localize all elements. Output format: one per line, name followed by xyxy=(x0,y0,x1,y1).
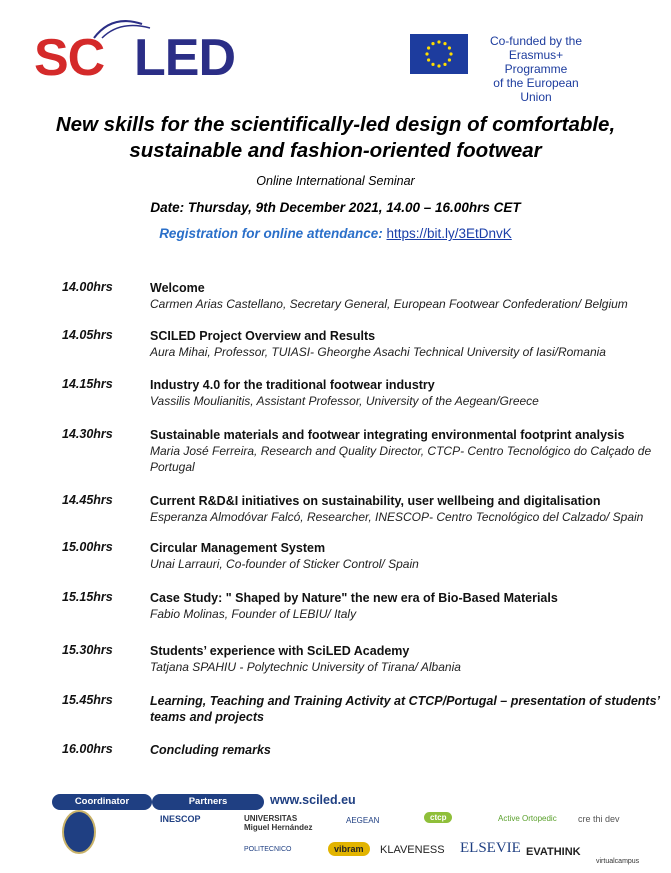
registration-label: Registration for online attendance: xyxy=(159,226,383,241)
partner-logo-aegean: AEGEAN xyxy=(346,816,380,825)
partner-logo-virtualcampus: virtualcampus xyxy=(596,858,640,865)
agenda-title: Industry 4.0 for the traditional footwear industry xyxy=(150,378,435,392)
agenda-title: Case Study: " Shaped by Nature" the new era of Bio-Based Materials xyxy=(150,591,558,605)
coordinator-label: Coordinator xyxy=(52,794,152,810)
agenda-title: Sustainable materials and footwear integrating environmental footprint analysis xyxy=(150,428,625,442)
eu-cofunded-text: Co-funded by the Erasmus+ Programme of the European Union xyxy=(489,34,583,104)
agenda-title: Students’ experience with SciLED Academy xyxy=(150,644,410,658)
partners-footer xyxy=(0,784,671,873)
page-header xyxy=(0,0,671,104)
partner-logo-vibram: vibram xyxy=(328,842,370,856)
partner-logo-inescop: INESCOP xyxy=(160,814,201,824)
partner-logo-evathink: EVATHINK xyxy=(526,846,581,858)
sciled-logo xyxy=(34,18,235,88)
partner-logo-ctcp: ctcp xyxy=(424,812,452,823)
agenda-speaker: Carmen Arias Castellano, Secretary General, European Footwear Confederation/ Belgium xyxy=(150,297,628,311)
agenda-speaker: Aura Mihai, Professor, TUIASI- Gheorghe Asachi Technical University of Iasi/Romania xyxy=(150,345,606,359)
agenda-speaker: Fabio Molinas, Founder of LEBIU/ Italy xyxy=(150,607,357,621)
seminar-title: New skills for the scientifically-led design of comfortable, sustainable and fashion-oriented footwear xyxy=(55,113,616,162)
footer-bar xyxy=(46,794,426,810)
agenda-time: 14.15hrs xyxy=(62,377,113,391)
partner-logo-elsevie: ELSEVIE xyxy=(460,840,521,856)
seminar-date: Date: Thursday, 9th December 2021, 14.00 – 16.00hrs CET xyxy=(150,200,521,215)
agenda-title: Current R&D&I initiatives on sustainability, user wellbeing and digitalisation xyxy=(150,494,601,508)
website-link[interactable]: www.sciled.eu xyxy=(270,793,356,807)
eu-flag-icon xyxy=(410,34,468,74)
seminar-subtitle: Online International Seminar xyxy=(256,174,415,188)
partner-logo-klaveness: KLAVENESS xyxy=(380,844,445,856)
logo-led-text: LED xyxy=(134,29,235,87)
university-seal-icon xyxy=(62,810,96,854)
agenda-speaker: Maria José Ferreira, Research and Quality Director, CTCP- Centro Tecnológico do Calçado de Portugal xyxy=(150,444,652,474)
agenda-title: Concluding remarks xyxy=(150,743,271,757)
registration-link[interactable]: https://bit.ly/3EtDnvK xyxy=(386,226,512,241)
agenda-time: 14.30hrs xyxy=(62,427,113,441)
agenda-title: SCILED Project Overview and Results xyxy=(150,329,376,343)
agenda-time: 14.00hrs xyxy=(62,280,113,294)
agenda-time: 14.05hrs xyxy=(62,328,113,342)
partner-logo-umh: UNIVERSITAS Miguel Hernández xyxy=(244,814,313,832)
partner-logo-cre-thi-dev: cre thi dev xyxy=(578,814,620,824)
eu-cofunded-badge xyxy=(410,34,650,104)
agenda-time: 15.30hrs xyxy=(62,643,113,657)
agenda-title: Learning, Teaching and Training Activity at CTCP/Portugal – presentation of students’ teams and projects xyxy=(150,694,660,724)
agenda-speaker: Unai Larrauri, Co-founder of Sticker Control/ Spain xyxy=(150,557,419,571)
agenda-time: 14.45hrs xyxy=(62,493,113,507)
agenda-time: 15.45hrs xyxy=(62,693,113,707)
agenda-speaker: Tatjana SPAHIU - Polytechnic University of Tirana/ Albania xyxy=(150,660,461,674)
partner-logo-active-ortopedic: Active Ortopedic xyxy=(498,814,557,823)
agenda-speaker: Vassilis Moulianitis, Assistant Professor, University of the Aegean/Greece xyxy=(150,394,539,408)
registration-line xyxy=(0,226,671,241)
logo-sci-text: SC xyxy=(34,29,105,87)
agenda-time: 16.00hrs xyxy=(62,742,113,756)
agenda-title: Circular Management System xyxy=(150,541,326,555)
agenda-title: Welcome xyxy=(150,281,205,295)
partners-label: Partners xyxy=(152,794,264,810)
partner-logo-politecnico: POLITECNICO xyxy=(244,846,292,853)
agenda-time: 15.15hrs xyxy=(62,590,113,604)
agenda-time: 15.00hrs xyxy=(62,540,113,554)
agenda-speaker: Esperanza Almodóvar Falcó, Researcher, INESCOP- Centro Tecnológico del Calzado/ Spain xyxy=(150,510,644,524)
